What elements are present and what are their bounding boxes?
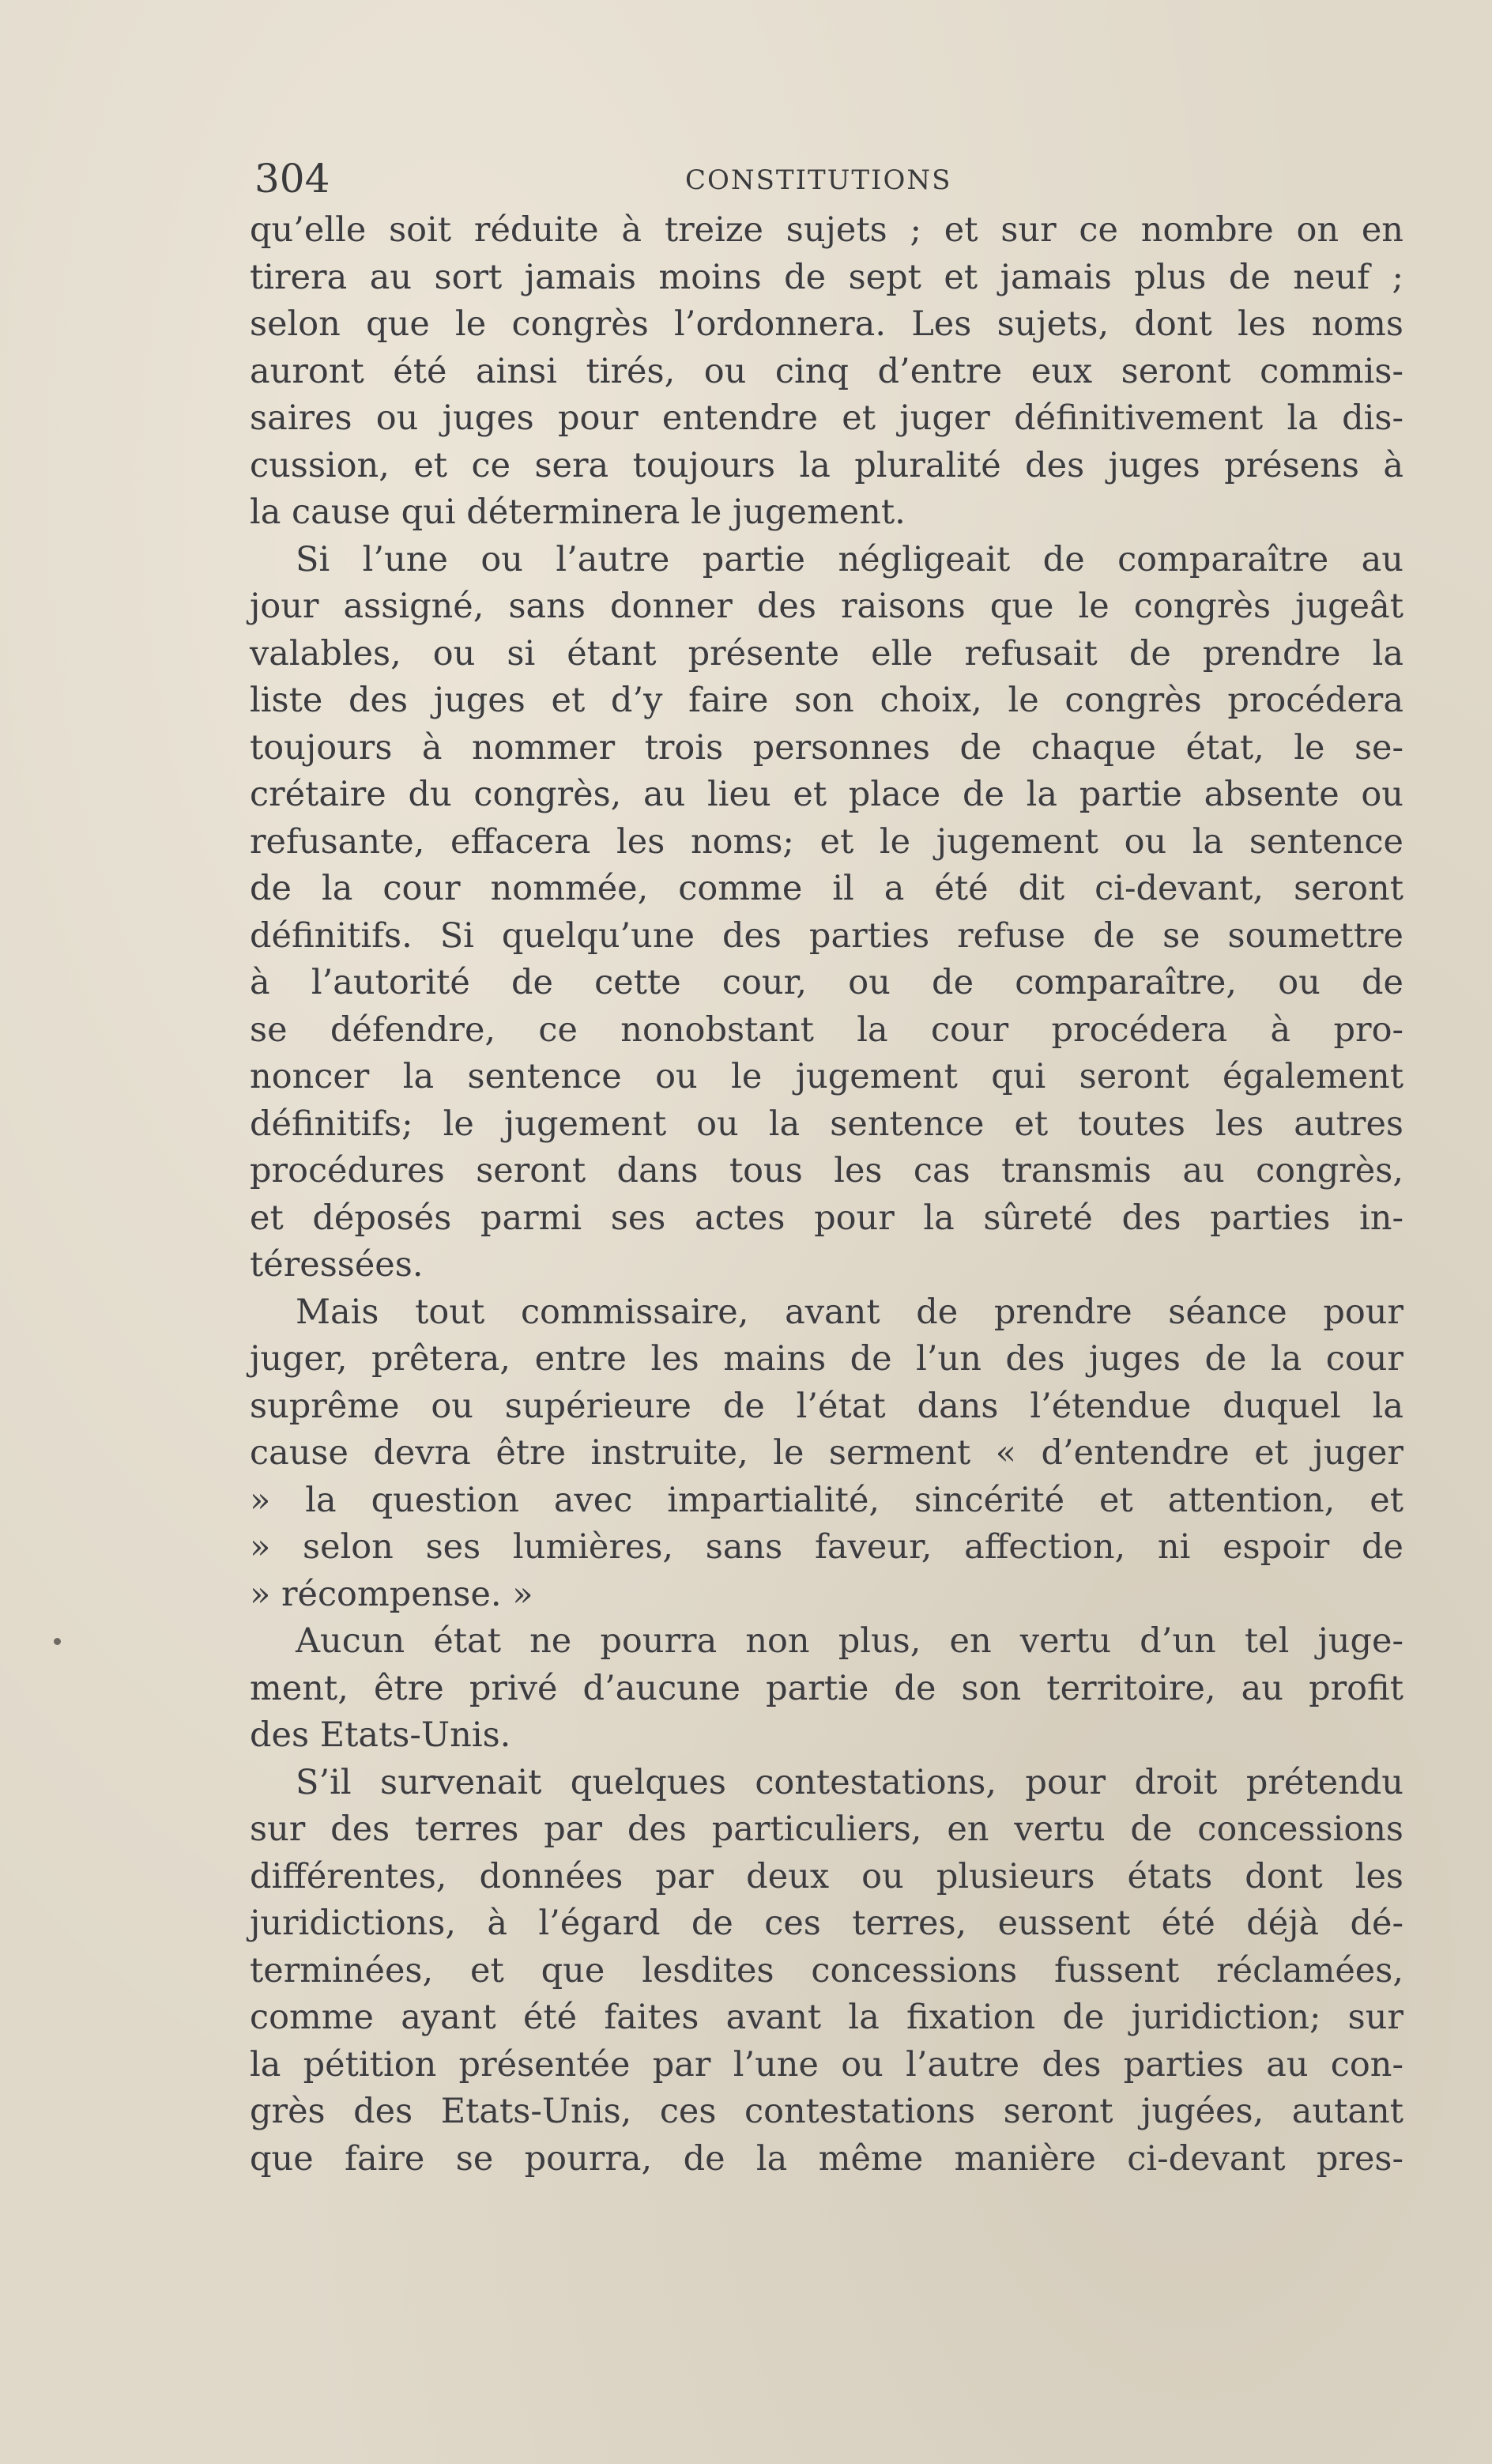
text-line: cussion, et ce sera toujours la pluralité des juges présens à: [250, 445, 1403, 485]
text-line: à l’autorité de cette cour, ou de comparaître, ou de: [250, 963, 1403, 1002]
running-title: CONSTITUTIONS: [685, 164, 952, 196]
text-line: procédures seront dans tous les cas transmis au congrès,: [250, 1151, 1403, 1190]
text-line: auront été ainsi tirés, ou cinq d’entre eux seront commis-: [250, 351, 1403, 391]
text-line: et déposés parmi ses actes pour la sûreté des parties in-: [250, 1198, 1403, 1238]
text-line: définitifs. Si quelqu’une des parties refuse de se soumettre: [250, 915, 1403, 956]
text-line: différentes, données par deux ou plusieurs états dont les: [250, 1856, 1403, 1896]
text-line: cause devra être instruite, le serment « d’entendre et juger: [250, 1433, 1403, 1473]
text-line: comme ayant été faites avant la fixation de juridiction; sur: [250, 1998, 1403, 2037]
text-line: Si l’une ou l’autre partie négligeait de comparaître au: [296, 539, 1403, 579]
text-line: la pétition présentée par l’une ou l’autre des parties au con-: [250, 2044, 1403, 2085]
text-line: noncer la sentence ou le jugement qui seront également: [250, 1057, 1403, 1096]
text-line: selon que le congrès l’ordonnera. Les sujets, dont les noms: [250, 304, 1403, 344]
text-line: suprême ou supérieure de l’état dans l’étendue duquel la: [250, 1386, 1403, 1426]
text-line: tirera au sort jamais moins de sept et jamais plus de neuf ;: [250, 257, 1403, 297]
text-line: grès des Etats-Unis, ces contestations seront jugées, autant: [250, 2092, 1403, 2131]
text-line: refusante, effacera les noms; et le jugement ou la sentence: [250, 821, 1403, 862]
text-line: » récompense. »: [250, 1574, 533, 1614]
text-line: de la cour nommée, comme il a été dit ci-devant, seront: [250, 869, 1403, 908]
body-text: [250, 207, 1403, 2183]
text-line: toujours à nommer trois personnes de chaque état, le se-: [250, 727, 1403, 768]
text-line: valables, ou si étant présente elle refusait de prendre la: [250, 633, 1403, 674]
text-line: des Etats-Unis.: [250, 1715, 511, 1755]
text-line: la cause qui déterminera le jugement.: [250, 492, 906, 532]
text-line: juger, prêtera, entre les mains de l’un des juges de la cour: [250, 1339, 1403, 1379]
text-line: Aucun état ne pourra non plus, en vertu d’un tel juge-: [296, 1621, 1403, 1661]
text-line: » selon ses lumières, sans faveur, affection, ni espoir de: [250, 1527, 1403, 1567]
text-line: S’il survenait quelques contestations, pour droit prétendu: [296, 1762, 1403, 1802]
page-header: [254, 155, 989, 202]
text-line: jour assigné, sans donner des raisons que le congrès jugeât: [250, 587, 1403, 626]
text-line: se défendre, ce nonobstant la cour procédera à pro-: [250, 1009, 1403, 1050]
text-line: saires ou juges pour entendre et juger définitivement la dis-: [250, 398, 1403, 438]
text-line: que faire se pourra, de la même manière ci-devant pres-: [250, 2138, 1403, 2179]
page-number: 304: [254, 156, 330, 202]
text-line: crétaire du congrès, au lieu et place de la partie absente ou: [250, 775, 1403, 814]
text-line: juridictions, à l’égard de ces terres, eussent été déjà dé-: [250, 1904, 1403, 1943]
text-line: ment, être privé d’aucune partie de son territoire, au profit: [250, 1668, 1403, 1708]
text-line: terminées, et que lesdites concessions fussent réclamées,: [250, 1950, 1403, 1990]
text-line: qu’elle soit réduite à treize sujets ; et sur ce nombre on en: [250, 210, 1403, 250]
text-line: liste des juges et d’y faire son choix, le congrès procédera: [250, 681, 1403, 720]
text-line: définitifs; le jugement ou la sentence et toutes les autres: [250, 1104, 1403, 1144]
text-line: téressées.: [250, 1245, 424, 1285]
text-line: Mais tout commissaire, avant de prendre séance pour: [296, 1292, 1403, 1332]
text-line: » la question avec impartialité, sincérité et attention, et: [250, 1480, 1403, 1520]
text-line: sur des terres par des particuliers, en vertu de concessions: [250, 1809, 1403, 1849]
ink-spot: [54, 1638, 61, 1645]
